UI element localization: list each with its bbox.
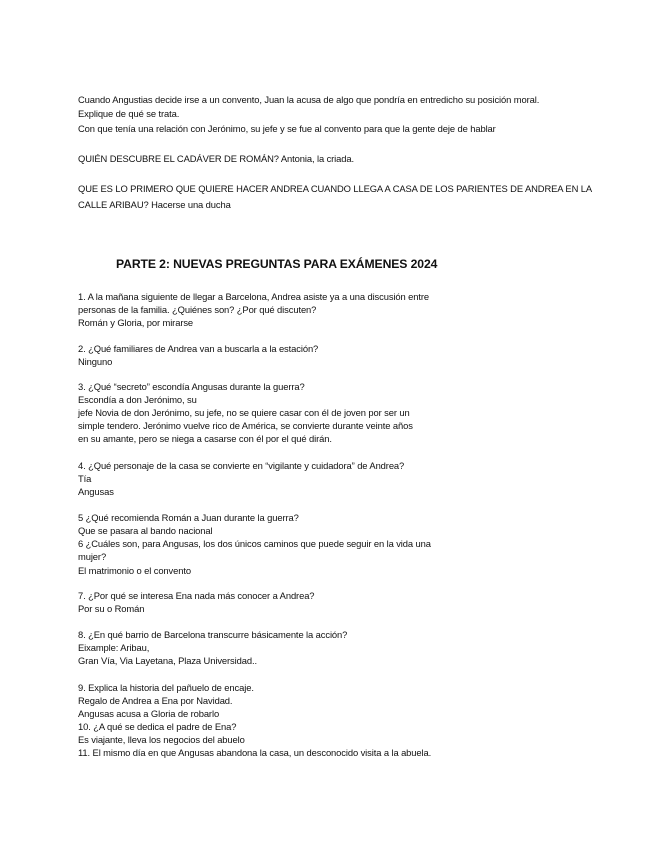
answer-line: jefe Novia de don Jerónimo, su jefe, no se quiere casar con él de joven por ser un xyxy=(78,407,410,418)
intro-question-2: QUIÉN DESCUBRE EL CADÁVER DE ROMÁN? Antonia, la criada. xyxy=(78,153,355,164)
answer-line: Es viajante, lleva los negocios del abuelo xyxy=(78,734,245,745)
answer-line: Gran Vía, Via Layetana, Plaza Universidad.. xyxy=(78,655,257,666)
question-line: 10. ¿A qué se dedica el padre de Ena? xyxy=(78,721,237,732)
intro-question-1-line-1: Cuando Angustias decide irse a un convento, Juan la acusa de algo que pondría en entredicho su posición moral. xyxy=(78,94,540,105)
answer-line: Que se pasara al bando nacional xyxy=(78,525,213,536)
question-line: 6 ¿Cuáles son, para Angusas, los dos únicos caminos que puede seguir en la vida una xyxy=(78,538,431,549)
question-line: 4. ¿Qué personaje de la casa se convierte en “vigilante y cuidadora” de Andrea? xyxy=(78,460,405,471)
answer-line: Ninguno xyxy=(78,356,113,367)
intro-answer-1: Con que tenía una relación con Jerónimo, su jefe y se fue al convento para que la gente deje de hablar xyxy=(78,123,496,134)
section-title: PARTE 2: NUEVAS PREGUNTAS PARA EXÁMENES 2024 xyxy=(116,257,438,271)
answer-line: Regalo de Andrea a Ena por Navidad. xyxy=(78,695,233,706)
answer-line: Tía xyxy=(78,473,92,484)
question-line: 8. ¿En qué barrio de Barcelona transcurre básicamente la acción? xyxy=(78,629,348,640)
answer-line: Por su o Román xyxy=(78,603,145,614)
question-line: 7. ¿Por qué se interesa Ena nada más conocer a Andrea? xyxy=(78,590,315,601)
answer-line: simple tendero. Jerónimo vuelve rico de América, se convierte durante veinte años xyxy=(78,420,413,431)
answer-line: Eixample: Aribau, xyxy=(78,642,150,653)
question-line: 5 ¿Qué recomienda Román a Juan durante la guerra? xyxy=(78,512,299,523)
question-line: 3. ¿Qué “secreto” escondía Angusas durante la guerra? xyxy=(78,381,305,392)
question-line: 2. ¿Qué familiares de Andrea van a buscarla a la estación? xyxy=(78,343,319,354)
intro-question-3-line-1: QUE ES LO PRIMERO QUE QUIERE HACER ANDREA CUANDO LLEGA A CASA DE LOS PARIENTES DE ANDREA EN LA xyxy=(78,183,593,194)
answer-line: Román y Gloria, por mirarse xyxy=(78,317,194,328)
answer-line: El matrimonio o el convento xyxy=(78,565,191,576)
question-line: 11. El mismo día en que Angusas abandona la casa, un desconocido visita a la abuela. xyxy=(78,747,432,758)
intro-question-3-line-2: CALLE ARIBAU? Hacerse una ducha xyxy=(78,199,231,210)
answer-line: Angusas acusa a Gloria de robarlo xyxy=(78,708,220,719)
question-line: mujer? xyxy=(78,551,107,562)
question-line: 1. A la mañana siguiente de llegar a Barcelona, Andrea asiste ya a una discusión entre xyxy=(78,291,430,302)
answer-line: Escondía a don Jerónimo, su xyxy=(78,394,197,405)
intro-question-1-line-2: Explique de qué se trata. xyxy=(78,108,180,119)
answer-line: en su amante, pero se niega a casarse con él por el qué dirán. xyxy=(78,433,332,444)
question-line: personas de la familia. ¿Quiénes son? ¿Por qué discuten? xyxy=(78,304,317,315)
question-line: 9. Explica la historia del pañuelo de encaje. xyxy=(78,682,254,693)
answer-line: Angusas xyxy=(78,486,114,497)
